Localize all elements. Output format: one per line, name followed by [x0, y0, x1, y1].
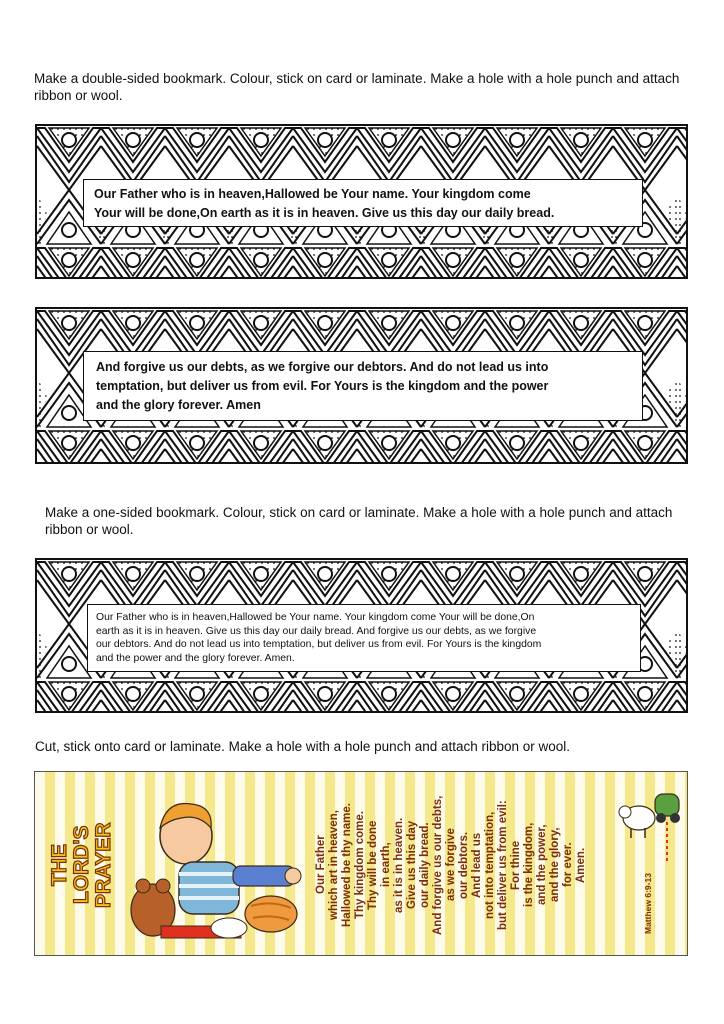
bookmark-one-sided	[35, 558, 688, 713]
prayer-line: our daily bread.	[419, 822, 431, 908]
prayer-line: not into temptation,	[484, 811, 496, 919]
lords-prayer-bookmark	[34, 771, 688, 956]
prayer-line: and the glory forever. Amen	[96, 398, 261, 412]
title-line: PRAYER	[92, 822, 115, 908]
prayer-line: which art in heaven,	[328, 810, 340, 920]
title-line: THE	[48, 844, 71, 886]
prayer-line: For thine	[510, 840, 522, 890]
prayer-line: for ever.	[562, 842, 574, 888]
bookmark-front	[35, 124, 688, 279]
prayer-line: And forgive us our debts, as we forgive our debtors. And do not lead us into	[96, 360, 549, 374]
scripture-reference: Matthew 6:9-13	[643, 873, 653, 935]
prayer-line: And lead us	[471, 832, 483, 898]
prayer-columns	[315, 780, 637, 950]
prayer-textbox	[83, 179, 643, 227]
prayer-line: Our Father	[315, 835, 327, 895]
title-line: LORD'S	[70, 825, 93, 905]
prayer-line: our debtors.	[458, 831, 470, 899]
cut-instructions: Cut, stick onto card or laminate. Make a hole with a hole punch and attach ribbon or wool.	[35, 739, 571, 754]
prayer-line: Amen.	[575, 847, 587, 883]
prayer-line: and the glory,	[549, 827, 561, 903]
prayer-line: in earth,	[380, 842, 392, 888]
prayer-line: temptation, but deliver us from evil. For Yours is the kingdom and the power	[96, 379, 549, 393]
one-sided-instructions: Make a one-sided bookmark. Colour, stick on card or laminate. Make a hole with a hole punch and attach ribbon or wool.	[45, 505, 673, 537]
prayer-line: our debtors. And do not lead us into temptation, but deliver us from evil. For Yours is the kingdom	[96, 639, 542, 650]
prayer-line: as it is in heaven.	[393, 817, 405, 913]
prayer-line: Hallowed be thy name.	[341, 803, 353, 927]
prayer-line: Our Father who is in heaven,Hallowed be Your name. Your kingdom come	[94, 187, 531, 201]
bookmark-back	[35, 307, 688, 464]
prayer-line: but deliver us from evil:	[497, 800, 509, 930]
prayer-line: Give us this day	[406, 820, 418, 910]
prayer-line: And forgive us our debts,	[432, 795, 444, 935]
prayer-line: Our Father who is in heaven,Hallowed be Your name. Your kingdom come Your will be done,On	[96, 612, 535, 623]
prayer-line: Thy will be done	[367, 820, 379, 910]
prayer-textbox	[83, 351, 643, 421]
prayer-line: Your will be done,On earth as it is in heaven. Give us this day our daily bread.	[94, 206, 555, 220]
prayer-line: Thy kingdom come.	[354, 811, 366, 919]
prayer-line: as we forgive	[445, 828, 457, 902]
prayer-line: is the kingdom,	[523, 822, 535, 908]
prayer-line: and the power,	[536, 824, 548, 906]
lamb-and-toy-illustration-icon	[615, 786, 685, 866]
prayer-textbox	[87, 604, 641, 672]
prayer-line: earth as it is in heaven. Give us this day our daily bread. And forgive us our debts, as we forgive	[96, 625, 537, 637]
double-sided-instructions: Make a double-sided bookmark. Colour, stick on card or laminate. Make a hole with a hole punch and attach ribbon or wool.	[34, 71, 680, 103]
bookmark-title	[49, 800, 115, 930]
child-praying-illustration-icon	[121, 778, 311, 950]
prayer-line: and the power and the glory forever. Amen.	[96, 652, 295, 664]
prayer-column	[315, 780, 588, 950]
